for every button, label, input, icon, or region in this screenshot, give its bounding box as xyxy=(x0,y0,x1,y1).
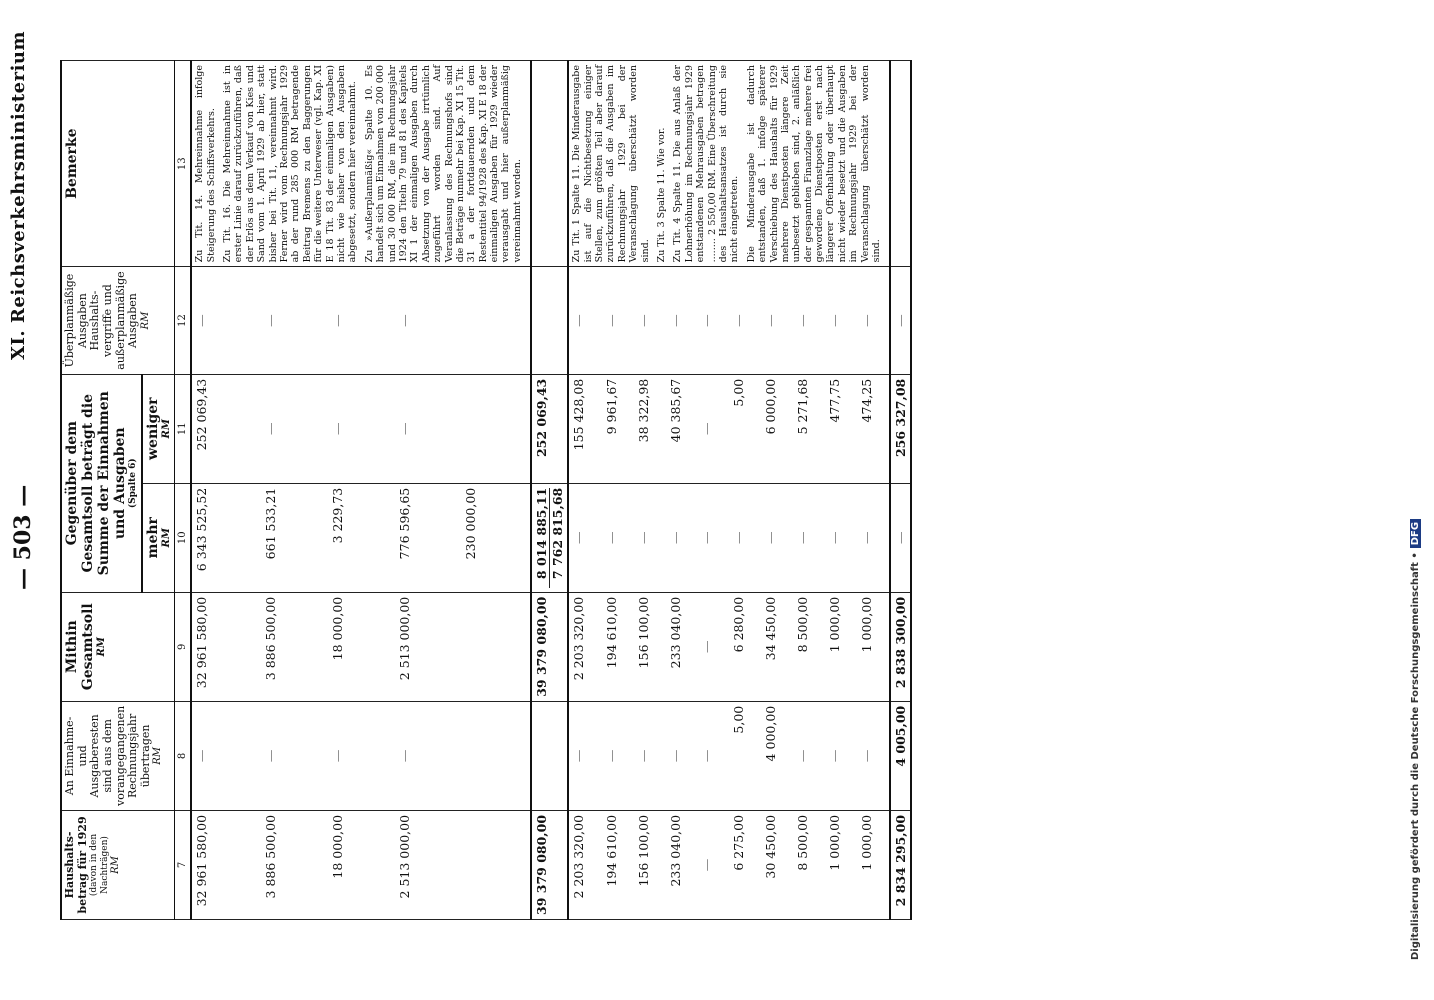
cell-c11: 6 000,00 xyxy=(761,374,793,483)
cell-c8: — xyxy=(634,701,666,810)
cell-c12: — xyxy=(761,267,793,374)
remark-paragraph: Die Minderausgabe ist dadurch entstanden, daß 1. infolge späterer Verschiebung des Haushalts für 1929 mehrere Dienstposten längere Zeit unbesetzt geblieben sind, 2. anläßlich der gespannten Finanzlage mehrere frei gewordene Dienstposten erst nach längerer Offenhaltung oder überhaupt nicht wieder besetzt und die Ausgaben im Rechnungsjahr 1929 bei der Veranschlagung überschätzt worden sind. xyxy=(745,65,883,263)
cell-c9 xyxy=(461,592,531,701)
cell-c9: 233 040,00 xyxy=(666,592,698,701)
cell-c10: — xyxy=(634,483,666,592)
cell-c10: — xyxy=(793,483,825,592)
table-row xyxy=(568,61,602,920)
cell-c9: 8 500,00 xyxy=(793,592,825,701)
ministry-title: XI. Reichsverkehrsministerium xyxy=(8,30,29,360)
total-c12: — xyxy=(890,267,911,374)
cell-c11: 474,25 xyxy=(857,374,891,483)
remark-paragraph: Zu Tit. 3 Spalte 11. Wie vor. xyxy=(655,127,667,263)
cell-c9: 18 000,00 xyxy=(328,592,395,701)
cell-c12: — xyxy=(793,267,825,374)
col-header-11: weniger RM xyxy=(142,374,175,483)
cell-c9: — xyxy=(697,592,729,701)
cell-c11: — xyxy=(395,374,462,483)
cell-c7: 2 203 320,00 xyxy=(568,810,602,919)
cell-c10: — xyxy=(729,483,761,592)
cell-c9: 2 203 320,00 xyxy=(568,592,602,701)
cell-c10: 776 596,65 xyxy=(395,483,462,592)
cell-c10: 661 533,21 xyxy=(261,483,328,592)
total-row xyxy=(531,61,568,920)
cell-c7: — xyxy=(697,810,729,919)
cell-c8: — xyxy=(666,701,698,810)
page-number: — 503 — xyxy=(10,484,36,590)
remarks-cell xyxy=(191,61,531,267)
cell-c10: — xyxy=(666,483,698,592)
cell-c8: 5,00 xyxy=(729,701,761,810)
net-surplus: 7 762 815,68 xyxy=(549,488,565,588)
cell-c9: 1 000,00 xyxy=(857,592,891,701)
cell-c7: 18 000,00 xyxy=(328,810,395,919)
total-c7: 39 379 080,00 xyxy=(531,810,568,919)
cell-c12: — xyxy=(261,267,328,374)
cell-c11: 155 428,08 xyxy=(568,374,602,483)
total-remark xyxy=(890,61,911,267)
cell-c10: 230 000,00 xyxy=(461,483,531,592)
cell-c10: — xyxy=(761,483,793,592)
cell-c11: 40 385,67 xyxy=(666,374,698,483)
total-c8 xyxy=(531,701,568,810)
cell-c10: 3 229,73 xyxy=(328,483,395,592)
col-header-13: Bemerke xyxy=(61,61,175,267)
cell-c7: 1 000,00 xyxy=(825,810,857,919)
cell-c11: 9 961,67 xyxy=(602,374,634,483)
cell-c12: — xyxy=(568,267,602,374)
total-c7: 2 834 295,00 xyxy=(890,810,911,919)
cell-c11: — xyxy=(697,374,729,483)
cell-c8: 4 000,00 xyxy=(761,701,793,810)
cell-c12 xyxy=(461,267,531,374)
cell-c7: 156 100,00 xyxy=(634,810,666,919)
total-row xyxy=(890,61,911,920)
cell-c11: 5,00 xyxy=(729,374,761,483)
cell-c11: — xyxy=(261,374,328,483)
cell-c12: — xyxy=(857,267,891,374)
section-income xyxy=(191,61,568,920)
cell-c8 xyxy=(461,701,531,810)
budget-table xyxy=(60,60,912,920)
cell-c10: — xyxy=(825,483,857,592)
cell-c7: 2 513 000,00 xyxy=(395,810,462,919)
total-c9: 2 838 300,00 xyxy=(890,592,911,701)
cell-c7: 1 000,00 xyxy=(857,810,891,919)
total-c8: 4 005,00 xyxy=(890,701,911,810)
cell-c9: 34 450,00 xyxy=(761,592,793,701)
cell-c12: — xyxy=(634,267,666,374)
total-c10: 8 014 885,11 7 762 815,68 xyxy=(531,483,568,592)
total-c9: 39 379 080,00 xyxy=(531,592,568,701)
cell-c10: — xyxy=(857,483,891,592)
col-header-12: Überplanmäßige Ausgaben Haushalts-vergriffe und außerplanmäßige Ausgaben RM xyxy=(61,267,175,374)
cell-c9: 1 000,00 xyxy=(825,592,857,701)
cell-c9: 194 610,00 xyxy=(602,592,634,701)
cell-c7: 30 450,00 xyxy=(761,810,793,919)
cell-c7 xyxy=(461,810,531,919)
column-numbers: 7 8 9 10 11 12 13 xyxy=(175,61,192,920)
cell-c12: — xyxy=(697,267,729,374)
remark-paragraph: Zu Tit. 16. Die Mehreinnahme ist in erster Linie darauf zurückzuführen, daß der Erlös aus dem Verkauf von Kies und Sand vom 1. April 1929 ab hier, statt bisher bei Tit. 11, vereinnahmt wird. Ferner wird vom Rechnungsjahr 1929 ab der rund 285 000 RM betragende Beitrag Bremens zu den Baggerungen für die weitere Unterweser (vgl. Kap. XI E 18 Tit. 83 der einmaligen Ausgaben) nicht wie bisher von den Ausgaben abgesetzt, sondern hier vereinnahmt. xyxy=(222,65,359,263)
cell-c10: — xyxy=(602,483,634,592)
col-header-10: mehr RM xyxy=(142,483,175,592)
col-header-9: Mithin Gesamtsoll RM xyxy=(61,592,175,701)
cell-c8: — xyxy=(261,701,328,810)
total-c12 xyxy=(531,267,568,374)
cell-c12: — xyxy=(191,267,261,374)
remark-paragraph: Zu Tit. 14. Mehreinnahme infolge Steigerung des Schiffsverkehrs. xyxy=(194,65,217,263)
cell-c10: 6 343 525,52 xyxy=(191,483,261,592)
cell-c11: — xyxy=(328,374,395,483)
cell-c9: 6 280,00 xyxy=(729,592,761,701)
total-remark xyxy=(531,61,568,267)
section-expenses xyxy=(568,61,911,920)
cell-c8: — xyxy=(825,701,857,810)
page-header xyxy=(0,0,60,1000)
digitization-credit: Digitalisierung gefördert durch die Deutsche Forschungsgemeinschaft •DFG xyxy=(1410,519,1421,960)
total-c11: 252 069,43 xyxy=(531,374,568,483)
cell-c9: 156 100,00 xyxy=(634,592,666,701)
remark-paragraph: Zu Tit. 1 Spalte 11. Die Minderausgabe ist auf die Nichtbesetzung einiger Stellen, zum größten Teil aber darauf zurückzuführen, daß die Ausgaben im Rechnungsjahr 1929 bei der Veranschlagung überschätzt worden sind. xyxy=(571,65,651,263)
cell-c7: 8 500,00 xyxy=(793,810,825,919)
col-header-7: Haushalts-betrag für 1929 (davon in den Nachträgen) RM xyxy=(61,810,175,919)
cell-c12: — xyxy=(666,267,698,374)
cell-c7: 3 886 500,00 xyxy=(261,810,328,919)
cell-c8: — xyxy=(857,701,891,810)
table-row xyxy=(191,61,261,920)
cell-c9: 2 513 000,00 xyxy=(395,592,462,701)
cell-c7: 6 275,00 xyxy=(729,810,761,919)
cell-c10: — xyxy=(568,483,602,592)
cell-c12: — xyxy=(729,267,761,374)
cell-c8: — xyxy=(602,701,634,810)
cell-c12: — xyxy=(395,267,462,374)
cell-c12: — xyxy=(825,267,857,374)
cell-c10: — xyxy=(697,483,729,592)
cell-c9: 32 961 580,00 xyxy=(191,592,261,701)
cell-c12: — xyxy=(328,267,395,374)
remark-paragraph: Zu Tit. 4 Spalte 11. Die aus Anlaß der Lohnerhöhung im Rechnungsjahr 1929 entstandenen Mehrausgaben betragen ........ 2 550,00 RM. Eine Überschreitung des Haushaltsansatzes ist durch sie nicht eingetreten. xyxy=(672,65,741,263)
cell-c9: 3 886 500,00 xyxy=(261,592,328,701)
cell-c11 xyxy=(461,374,531,483)
dfg-logo: DFG xyxy=(1410,519,1421,548)
total-c10: — xyxy=(890,483,911,592)
cell-c8: — xyxy=(328,701,395,810)
col-header-8: An Einnahme- und Ausgaberesten sind aus dem vorangegangenen Rechnungsjahr übertragen RM xyxy=(61,701,175,810)
cell-c12: — xyxy=(602,267,634,374)
cell-c7: 233 040,00 xyxy=(666,810,698,919)
cell-c7: 32 961 580,00 xyxy=(191,810,261,919)
cell-c11: 5 271,68 xyxy=(793,374,825,483)
cell-c8: — xyxy=(697,701,729,810)
cell-c8: — xyxy=(191,701,261,810)
cell-c8: — xyxy=(395,701,462,810)
cell-c11: 477,75 xyxy=(825,374,857,483)
cell-c8: — xyxy=(793,701,825,810)
remarks-cell xyxy=(568,61,890,267)
cell-c8: — xyxy=(568,701,602,810)
cell-c7: 194 610,00 xyxy=(602,810,634,919)
cell-c11: 38 322,98 xyxy=(634,374,666,483)
cell-c11: 252 069,43 xyxy=(191,374,261,483)
col-header-10-11: Gegenüber dem Gesamtsoll beträgt die Summe der Einnahmen und Ausgaben (Spalte 6) xyxy=(61,374,142,592)
total-c11: 256 327,08 xyxy=(890,374,911,483)
remark-paragraph: Zu »Außerplanmäßig« Spalte 10. Es handelt sich um Einnahmen von 200 000 und 30 000 RM, die im Rechnungsjahr 1924 den Titeln 79 und 81 des Kapitels XI 1 der einmaligen Ausgaben durch Absetzung von der Ausgabe irrtümlich zugeführt worden sind. Auf Veranlassung des Rechnungshofs sind die Beträge nunmehr bei Kap. XI 15 Tit. 31 a der fortdauernden und dem Restentitel 94/1928 des Kap. XI E 18 der einmaligen Ausgaben für 1929 wieder verausgabt und hier außerplanmäßig vereinnahmt worden. xyxy=(363,65,523,263)
